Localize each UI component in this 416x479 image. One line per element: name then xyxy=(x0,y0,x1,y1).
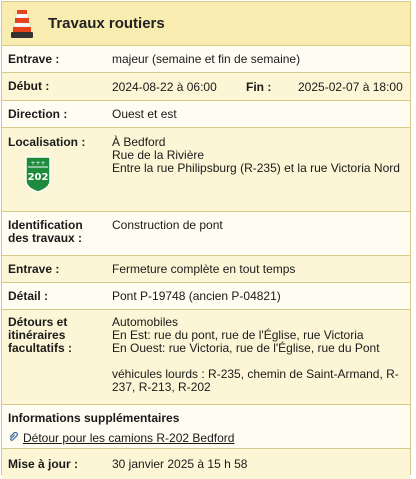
direction-row xyxy=(2,101,410,128)
truck-detour-link[interactable]: Détour pour les camions R-202 Bedford xyxy=(23,431,235,445)
detail-row xyxy=(2,283,410,310)
work-type-row xyxy=(2,212,410,256)
updated-row xyxy=(2,449,410,479)
dates-row xyxy=(2,73,410,101)
location-row xyxy=(2,128,410,212)
shield-stars: +++ xyxy=(30,160,46,167)
work-type-label xyxy=(8,219,112,255)
closure-value: Fermeture complète en tout temps xyxy=(112,261,296,276)
closure-label: Entrave : xyxy=(8,261,60,276)
direction-value: Ouest et est xyxy=(112,106,177,121)
detail-label: Détail : xyxy=(8,288,49,303)
updated-value: 30 janvier 2025 à 15 h 58 xyxy=(112,456,248,471)
end-label: Fin : xyxy=(246,79,272,94)
detail-value: Pont P-19748 (ancien P-04821) xyxy=(112,288,281,303)
updated-label: Mise à jour : xyxy=(8,456,79,471)
detours-label xyxy=(8,316,112,404)
detours-line: En Est: rue du pont, rue de l'Église, rue Victoria xyxy=(112,328,364,342)
extra-info-link-row xyxy=(8,431,404,445)
location-line-between: Entre la rue Philipsburg (R-235) et la rue Victoria Nord xyxy=(112,161,400,175)
detours-line: 237, R-213, R-202 xyxy=(112,380,211,394)
detours-row xyxy=(2,310,410,405)
detours-line: véhicules lourds : R-235, chemin de Saint-Armand, R- xyxy=(112,367,399,381)
severity-row xyxy=(2,46,410,73)
closure-row xyxy=(2,256,410,283)
severity-label: Entrave : xyxy=(8,51,60,66)
direction-label: Direction : xyxy=(8,106,68,121)
detours-line: Automobiles xyxy=(112,315,179,329)
extra-info-section xyxy=(2,405,410,449)
location-label: Localisation : xyxy=(8,135,86,149)
card-title: Travaux routiers xyxy=(48,15,165,32)
work-type-label-line1: Identification xyxy=(8,218,83,232)
card-header xyxy=(2,2,410,46)
work-type-value: Construction de pont xyxy=(112,218,223,232)
severity-value: majeur (semaine et fin de semaine) xyxy=(112,51,301,66)
end-value: 2025-02-07 à 18:00 xyxy=(298,79,403,94)
detours-lines xyxy=(112,316,410,404)
shield-route-number: 202 xyxy=(27,172,49,183)
location-line-street: Rue de la Rivière xyxy=(112,148,205,162)
location-line-town: À Bedford xyxy=(112,135,166,149)
route-202-shield-icon xyxy=(24,155,52,193)
detours-label-line1: Détours et xyxy=(8,315,68,329)
start-value: 2024-08-22 à 06:00 xyxy=(112,79,217,94)
location-lines xyxy=(112,136,410,211)
detours-line: En Ouest: rue Victoria, rue de l'Église, rue du Pont xyxy=(112,341,380,355)
work-type-label-line2: des travaux : xyxy=(8,231,83,245)
extra-info-title: Informations supplémentaires xyxy=(8,411,180,425)
roadwork-card xyxy=(1,1,411,475)
detours-label-line3: facultatifs : xyxy=(8,341,73,355)
start-label: Début : xyxy=(8,79,50,93)
traffic-cone-icon xyxy=(10,8,34,40)
attachment-icon xyxy=(8,431,19,445)
detours-label-line2: itinéraires xyxy=(8,328,66,342)
